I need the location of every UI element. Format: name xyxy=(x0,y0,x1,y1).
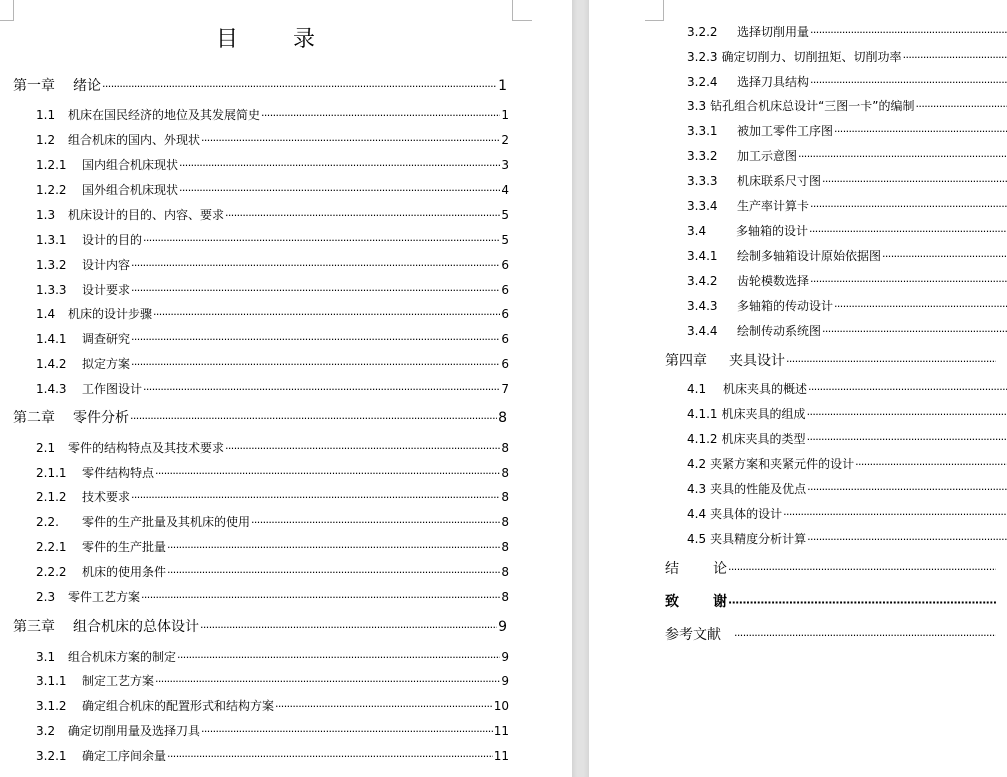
toc-entry-number: 1.4 xyxy=(36,307,56,321)
toc-entry[interactable] xyxy=(36,330,509,348)
toc-entry[interactable] xyxy=(36,513,509,531)
toc-entry[interactable] xyxy=(687,505,1007,523)
toc-entry[interactable] xyxy=(687,172,1007,190)
dot-leader xyxy=(807,430,1007,449)
toc-entry[interactable] xyxy=(665,593,1005,611)
toc-entry-page: 6 xyxy=(501,258,509,272)
toc-entry-page: 8 xyxy=(501,590,509,604)
dot-leader xyxy=(201,722,493,741)
dot-leader xyxy=(809,222,1007,241)
toc-entry[interactable] xyxy=(687,297,1007,315)
dot-leader xyxy=(155,464,500,483)
toc-entry-number: 2.3 xyxy=(36,590,56,604)
toc-entry[interactable] xyxy=(687,405,1007,423)
toc-entry[interactable] xyxy=(36,181,509,199)
toc-entry-label: 零件的生产批量 xyxy=(82,540,167,554)
toc-entry[interactable] xyxy=(36,648,509,666)
toc-entry-label: 机床夹具的类型 xyxy=(721,432,806,446)
toc-entry-number: 3.2 xyxy=(36,724,56,738)
toc-entry[interactable] xyxy=(687,530,1007,548)
document-page-right xyxy=(589,0,1007,777)
toc-entry-number: 3.2.2 xyxy=(687,25,718,39)
toc-entry[interactable] xyxy=(36,747,509,765)
toc-entry[interactable] xyxy=(36,697,509,715)
toc-entry-label: 国内组合机床现状 xyxy=(82,158,179,172)
toc-entry-number: 4.2 xyxy=(687,457,707,471)
toc-entry-number: 3.2.3 xyxy=(687,50,718,64)
dot-leader xyxy=(275,697,493,716)
toc-entry-label: 组合机床的国内、外现状 xyxy=(68,133,201,147)
toc-entry-page: 11 xyxy=(493,724,509,738)
dot-leader xyxy=(130,409,497,428)
toc-entry-label: 夹具的性能及优点 xyxy=(710,482,807,496)
toc-entry-label: 谢 xyxy=(713,594,727,610)
dot-leader xyxy=(807,480,1007,499)
toc-entry[interactable] xyxy=(36,722,509,740)
toc-entry[interactable] xyxy=(687,272,1007,290)
toc-entry-page: 4 xyxy=(501,183,509,197)
dot-leader xyxy=(807,405,1007,424)
toc-entry-label: 零件的结构特点及其技术要求 xyxy=(68,441,225,455)
dot-leader xyxy=(143,380,500,399)
toc-entry[interactable] xyxy=(687,97,1007,115)
toc-entry-label: 机床夹具的组成 xyxy=(721,407,806,421)
toc-entry-number: 1.3.2 xyxy=(36,258,67,272)
toc-entry-number: 3.1 xyxy=(36,650,56,664)
toc-entry-number: 2.2. xyxy=(36,515,59,529)
toc-entry-number: 3.4 xyxy=(687,224,707,238)
toc-entry-label: 机床联系尺寸图 xyxy=(737,174,822,188)
toc-entry-page: 9 xyxy=(501,650,509,664)
toc-entry-number: 4.1.2 xyxy=(687,432,718,446)
toc-entry-number: 2.1.2 xyxy=(36,490,67,504)
dot-leader xyxy=(786,352,996,371)
dot-leader xyxy=(251,513,500,532)
dot-leader xyxy=(167,563,500,582)
dot-leader xyxy=(102,77,497,96)
toc-entry[interactable] xyxy=(36,131,509,149)
toc-entry-page: 8 xyxy=(501,515,509,529)
toc-entry-label: 夹紧方案和夹紧元件的设计 xyxy=(710,457,855,471)
toc-entry-page: 9 xyxy=(501,674,509,688)
dot-leader xyxy=(810,23,1007,42)
toc-entry-label: 夹具设计 xyxy=(729,353,785,369)
dot-leader xyxy=(131,281,500,300)
margin-corner-mark xyxy=(0,0,14,21)
dot-leader xyxy=(179,156,500,175)
toc-entry-label: 论 xyxy=(713,561,727,577)
toc-entry-label: 组合机床方案的制定 xyxy=(68,650,177,664)
toc-entry-number: 1.2.2 xyxy=(36,183,67,197)
toc-entry[interactable] xyxy=(36,563,509,581)
dot-leader xyxy=(225,206,500,225)
toc-entry-number: 3.4.1 xyxy=(687,249,718,263)
toc-entry[interactable] xyxy=(687,23,1007,41)
dot-leader xyxy=(855,455,1007,474)
toc-entry-label: 机床设计的目的、内容、要求 xyxy=(68,208,225,222)
toc-entry[interactable] xyxy=(36,106,509,124)
toc-entry[interactable] xyxy=(13,409,507,427)
toc-entry-label: 设计的目的 xyxy=(82,233,143,247)
toc-entry[interactable] xyxy=(36,380,509,398)
toc-entry-label: 零件的生产批量及其机床的使用 xyxy=(82,515,251,529)
toc-entry-label: 组合机床的总体设计 xyxy=(73,619,199,635)
toc-entry-page: 1 xyxy=(498,78,507,94)
toc-entry-label: 被加工零件工序图 xyxy=(737,124,834,138)
toc-entry[interactable] xyxy=(665,626,1005,644)
dot-leader xyxy=(179,181,500,200)
dot-leader xyxy=(728,560,996,579)
toc-entry-number: 4.3 xyxy=(687,482,707,496)
margin-corner-mark xyxy=(645,0,664,21)
toc-entry[interactable] xyxy=(687,73,1007,91)
toc-entry-page: 8 xyxy=(501,466,509,480)
dot-leader xyxy=(201,131,500,150)
toc-entry-label: 零件工艺方案 xyxy=(68,590,141,604)
toc-entry[interactable] xyxy=(665,560,1005,578)
toc-entry-label: 确定组合机床的配置形式和结构方案 xyxy=(82,699,275,713)
toc-entry[interactable] xyxy=(687,430,1007,448)
toc-entry-number: 1.4.3 xyxy=(36,382,67,396)
toc-entry-page: 3 xyxy=(501,158,509,172)
toc-entry-number: 2.2.2 xyxy=(36,565,67,579)
toc-entry-number: 4.5 xyxy=(687,532,707,546)
toc-entry-number: 1.1 xyxy=(36,108,56,122)
toc-entry-page: 8 xyxy=(501,490,509,504)
toc-entry[interactable] xyxy=(665,352,1005,370)
toc-entry-label: 零件分析 xyxy=(73,410,129,426)
dot-leader xyxy=(167,747,493,766)
dot-leader xyxy=(734,626,996,645)
toc-entry-label: 机床的使用条件 xyxy=(82,565,167,579)
toc-entry-page: 2 xyxy=(501,133,509,147)
dot-leader xyxy=(155,672,500,691)
toc-entry-page: 10 xyxy=(493,699,509,713)
toc-entry-label: 绘制多轴箱设计原始依据图 xyxy=(737,249,882,263)
toc-entry[interactable] xyxy=(36,588,509,606)
dot-leader xyxy=(141,588,500,607)
dot-leader xyxy=(225,439,500,458)
toc-entry-label: 确定切削用量及选择刀具 xyxy=(68,724,201,738)
dot-leader xyxy=(131,330,500,349)
toc-entry-page: 5 xyxy=(501,208,509,222)
toc-entry-number: 3.3.3 xyxy=(687,174,718,188)
toc-entry-number: 1.3.1 xyxy=(36,233,67,247)
toc-entry-number: 3.2.1 xyxy=(36,749,67,763)
toc-entry-label: 夹具体的设计 xyxy=(710,507,783,521)
toc-entry-label: 选择刀具结构 xyxy=(737,75,810,89)
toc-entry-label: 生产率计算卡 xyxy=(737,199,810,213)
toc-entry[interactable] xyxy=(687,480,1007,498)
toc-entry-number: 结 xyxy=(665,561,679,577)
dot-leader xyxy=(131,488,500,507)
dot-leader xyxy=(177,648,500,667)
toc-entry-page: 6 xyxy=(501,357,509,371)
toc-entry-number: 2.1.1 xyxy=(36,466,67,480)
toc-entry-page: 9 xyxy=(498,619,507,635)
toc-entry-number: 3.3 xyxy=(687,99,707,113)
dot-leader xyxy=(822,322,1007,341)
toc-entry-label: 多轴箱的传动设计 xyxy=(737,299,834,313)
toc-entry-page: 8 xyxy=(501,441,509,455)
toc-entry-label: 钻孔组合机床总设计“三图一卡”的编制 xyxy=(710,99,915,113)
dot-leader xyxy=(916,97,1007,116)
toc-entry-label: 机床的设计步骤 xyxy=(68,307,153,321)
toc-entry-number: 第一章 xyxy=(13,78,55,94)
toc-entry[interactable] xyxy=(36,206,509,224)
toc-entry-page: 6 xyxy=(501,307,509,321)
toc-entry-number: 3.1.1 xyxy=(36,674,67,688)
toc-entry[interactable] xyxy=(36,231,509,249)
toc-entry-page: 8 xyxy=(498,410,507,426)
toc-entry[interactable] xyxy=(13,618,507,636)
dot-leader xyxy=(903,48,1007,67)
toc-entry-label: 加工示意图 xyxy=(737,149,798,163)
toc-entry-page: 8 xyxy=(501,540,509,554)
toc-entry-number: 3.3.2 xyxy=(687,149,718,163)
toc-entry-number: 2.2.1 xyxy=(36,540,67,554)
toc-entry[interactable] xyxy=(687,322,1007,340)
toc-entry[interactable] xyxy=(36,464,509,482)
toc-entry-number: 2.1 xyxy=(36,441,56,455)
toc-entry-page: 11 xyxy=(493,749,509,763)
dot-leader xyxy=(131,256,500,275)
toc-entry-number: 1.2.1 xyxy=(36,158,67,172)
toc-entry-page: 1 xyxy=(501,108,509,122)
dot-leader xyxy=(810,272,1007,291)
dot-leader xyxy=(807,530,1007,549)
toc-entry-label: 多轴箱的设计 xyxy=(736,224,809,238)
toc-entry-number: 4.1.1 xyxy=(687,407,718,421)
toc-entry-number: 4.1 xyxy=(687,382,707,396)
toc-entry-page: 8 xyxy=(501,565,509,579)
toc-entry[interactable] xyxy=(36,488,509,506)
dot-leader xyxy=(798,147,1007,166)
toc-entry[interactable] xyxy=(36,256,509,274)
toc-entry-label: 制定工艺方案 xyxy=(82,674,155,688)
toc-entry-number: 3.4.2 xyxy=(687,274,718,288)
toc-entry[interactable] xyxy=(687,48,1007,66)
dot-leader xyxy=(810,197,1007,216)
toc-entry[interactable] xyxy=(36,439,509,457)
toc-entry-label: 齿轮模数选择 xyxy=(737,274,810,288)
toc-entry-number: 1.3 xyxy=(36,208,56,222)
toc-entry[interactable] xyxy=(36,672,509,690)
toc-entry-label: 确定切削力、切削扭矩、切削功率 xyxy=(721,50,902,64)
dot-leader xyxy=(808,380,1007,399)
dot-leader xyxy=(143,231,500,250)
toc-entry-number: 3.1.2 xyxy=(36,699,67,713)
toc-entry[interactable] xyxy=(36,305,509,323)
toc-entry-number: 1.4.1 xyxy=(36,332,67,346)
toc-entry-label: 工作图设计 xyxy=(82,382,143,396)
toc-entry-number: 3.3.4 xyxy=(687,199,718,213)
toc-entry-number: 1.3.3 xyxy=(36,283,67,297)
toc-entry-number: 3.4.4 xyxy=(687,324,718,338)
toc-entry-label: 夹具精度分析计算 xyxy=(710,532,807,546)
toc-entry[interactable] xyxy=(687,222,1007,240)
toc-entry-number: 1.2 xyxy=(36,133,56,147)
toc-entry-number: 3.2.4 xyxy=(687,75,718,89)
dot-leader xyxy=(834,297,1007,316)
toc-entry[interactable] xyxy=(36,281,509,299)
toc-entry-number: 1.4.2 xyxy=(36,357,67,371)
toc-entry-page: 7 xyxy=(501,382,509,396)
toc-entry-label: 设计内容 xyxy=(82,258,131,272)
margin-corner-mark xyxy=(512,0,532,21)
toc-entry-number: 3.4.3 xyxy=(687,299,718,313)
toc-entry-label: 机床在国民经济的地位及其发展简史 xyxy=(68,108,261,122)
toc-entry-label: 确定工序间余量 xyxy=(82,749,167,763)
dot-leader xyxy=(153,305,500,324)
toc-entry[interactable] xyxy=(687,197,1007,215)
toc-entry-number: 第三章 xyxy=(13,619,55,635)
page-gap xyxy=(572,0,589,777)
toc-entry[interactable] xyxy=(36,355,509,373)
dot-leader xyxy=(167,538,500,557)
toc-entry[interactable] xyxy=(687,380,1007,398)
toc-entry-label: 设计要求 xyxy=(82,283,131,297)
toc-entry[interactable] xyxy=(687,122,1007,140)
toc-entry-label: 零件结构特点 xyxy=(82,466,155,480)
toc-entry[interactable] xyxy=(687,455,1007,473)
toc-entry[interactable] xyxy=(687,147,1007,165)
dot-leader xyxy=(728,593,996,612)
toc-entry[interactable] xyxy=(36,156,509,174)
dot-leader xyxy=(131,355,500,374)
dot-leader xyxy=(822,172,1007,191)
toc-entry-label: 国外组合机床现状 xyxy=(82,183,179,197)
dot-leader xyxy=(810,73,1007,92)
toc-entry-number: 致 xyxy=(665,594,679,610)
toc-entry-page: 6 xyxy=(501,283,509,297)
toc-entry-label: 机床夹具的概述 xyxy=(723,382,808,396)
toc-title: 目 录 xyxy=(216,27,339,52)
dot-leader xyxy=(261,106,500,125)
toc-entry[interactable] xyxy=(36,538,509,556)
toc-entry-label: 调查研究 xyxy=(82,332,131,346)
toc-entry-page: 5 xyxy=(501,233,509,247)
toc-entry-number: 4.4 xyxy=(687,507,707,521)
dot-leader xyxy=(783,505,1007,524)
toc-entry-label: 拟定方案 xyxy=(82,357,131,371)
toc-entry-label: 选择切削用量 xyxy=(737,25,810,39)
toc-entry[interactable] xyxy=(13,77,507,95)
dot-leader xyxy=(882,247,1007,266)
dot-leader xyxy=(200,618,497,637)
toc-entry-label: 绘制传动系统图 xyxy=(737,324,822,338)
toc-entry-number: 3.3.1 xyxy=(687,124,718,138)
toc-entry-number: 第二章 xyxy=(13,410,55,426)
dot-leader xyxy=(834,122,1007,141)
toc-entry-label: 技术要求 xyxy=(82,490,131,504)
toc-entry-page: 6 xyxy=(501,332,509,346)
toc-entry[interactable] xyxy=(687,247,1007,265)
toc-entry-label: 绪论 xyxy=(73,78,101,94)
toc-entry-number: 第四章 xyxy=(665,353,707,369)
toc-entry-number: 参考文献 xyxy=(665,627,721,643)
